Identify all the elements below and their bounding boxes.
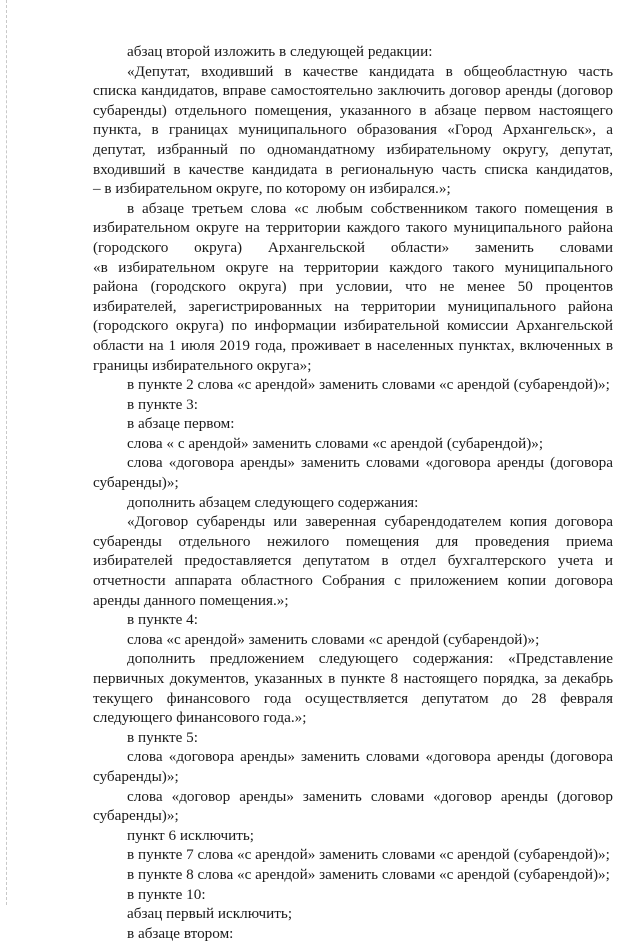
- text-line: в абзаце третьем слова «с любым собственником такого помещения в: [127, 199, 613, 217]
- text-line: субаренды отдельного нежилого помещения для проведения приема: [93, 532, 613, 550]
- text-line: в пункте 7 слова «с арендой» заменить словами «с арендой (субарендой)»;: [127, 846, 610, 864]
- document-page: [93, 42, 613, 943]
- text-line: текущего финансового года осуществляется депутатом до 28 февраля: [93, 689, 613, 707]
- text-line: границы избирательного округа»;: [93, 356, 312, 374]
- text-line: дополнить абзацем следующего содержания:: [127, 493, 419, 511]
- text-line: «Договор субаренды или заверенная субарендодателем копия договора: [127, 513, 613, 531]
- text-line: депутат, избранный по одномандатному избирательному округу, депутат,: [93, 140, 613, 158]
- text-line: субаренды)»;: [93, 474, 179, 492]
- text-line: слова «договора аренды» заменить словами «договора аренды (договора: [127, 748, 613, 766]
- text-line: дополнить предложением следующего содержания: «Представление: [127, 650, 613, 668]
- text-line: избирательном округе на территории каждого такого муниципального района: [93, 219, 613, 237]
- text-line: в пункте 5:: [127, 728, 198, 746]
- text-line: – в избирательном округе, по которому он избирался.»;: [93, 180, 451, 198]
- text-line: субаренды) отдельного помещения, указанного в абзаце первом настоящего: [93, 101, 613, 119]
- text-line: в пункте 10:: [127, 885, 206, 903]
- text-line: в абзаце первом:: [127, 415, 235, 433]
- text-line: отчетности аппарата областного Собрания с приложением копии договора: [93, 572, 613, 590]
- text-line: списка кандидатов, вправе самостоятельно заключить договор аренды (договор: [93, 82, 613, 100]
- text-line: пункт 6 исключить;: [127, 826, 254, 844]
- text-line: абзац второй изложить в следующей редакции:: [127, 43, 433, 60]
- text-line: избирателей предоставляется депутатом в отдел бухгалтерского учета и: [93, 552, 613, 570]
- text-line: слова « с арендой» заменить словами «с арендой (субарендой)»;: [127, 434, 544, 452]
- text-line: области на 1 июля 2019 года, проживает в населенных пунктах, включенных в: [93, 336, 613, 354]
- text-line: в пункте 2 слова «с арендой» заменить словами «с арендой (субарендой)»;: [127, 376, 610, 394]
- text-line: в пункте 3:: [127, 395, 198, 413]
- text-line: входивший в качестве кандидата в региональную часть списка кандидатов,: [93, 160, 613, 178]
- page-edge-marker: [6, 0, 7, 905]
- text-line: в пункте 8 слова «с арендой» заменить словами «с арендой (субарендой)»;: [127, 865, 610, 883]
- text-line: «Депутат, входивший в качестве кандидата в общеобластную часть: [127, 62, 613, 80]
- text-line: слова «с арендой» заменить словами «с арендой (субарендой)»;: [127, 630, 540, 648]
- text-line: (городского округа) Архангельской области» заменить словами: [93, 238, 613, 256]
- text-line: слова «договора аренды» заменить словами «договора аренды (договора: [127, 454, 613, 472]
- text-line: аренды данного помещения.»;: [93, 591, 289, 609]
- text-line: пункта, в границах муниципального образования «Город Архангельск», а: [93, 121, 613, 139]
- text-line: первичных документов, указанных в пункте 8 настоящего порядка, за декабрь: [93, 670, 613, 687]
- text-line: абзац первый исключить;: [127, 905, 293, 923]
- text-line: «в избирательном округе на территории каждого такого муниципального: [93, 258, 613, 276]
- text-line: (городского округа) по информации избирательной комиссии Архангельской: [93, 317, 613, 335]
- text-line: субаренды)»;: [93, 767, 179, 785]
- text-line: района (городского округа) при условии, что не менее 50 процентов: [93, 278, 613, 296]
- text-line: в абзаце втором:: [127, 924, 234, 942]
- text-line: следующего финансового года.»;: [93, 709, 307, 727]
- text-line: в пункте 4:: [127, 611, 198, 629]
- text-line: субаренды)»;: [93, 807, 179, 825]
- text-line: избирателей, зарегистрированных на территории муниципального района: [93, 297, 613, 315]
- text-line: слова «договор аренды» заменить словами «договор аренды (договор: [127, 787, 613, 805]
